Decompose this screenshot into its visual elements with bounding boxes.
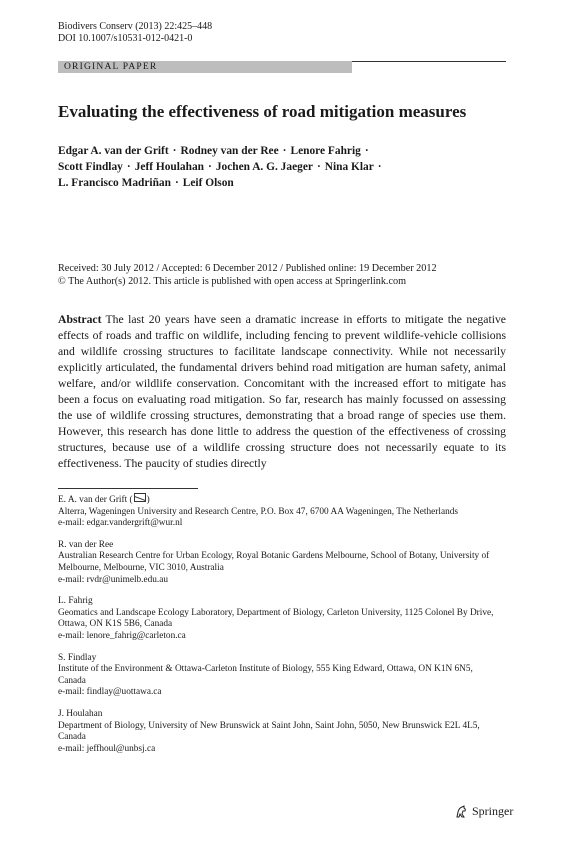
author-name: L. Francisco Madriñan [58,177,171,189]
affiliation-item [58,596,498,642]
affiliation-name: S. Findlay [58,652,97,663]
author-separator: · [208,161,212,173]
article-type-tag: ORIGINAL PAPER [58,61,352,73]
affiliation-item [58,709,498,755]
publisher-logo [454,804,513,819]
publication-dates [58,262,437,288]
affiliation-address: Geomatics and Landscape Ecology Laboratory, Department of Biology, Carleton University, 1125 Colonel By Drive, Ottawa, ON K1S 5B6, Canada [58,607,494,630]
abstract-label: Abstract [58,313,102,326]
footnote-rule [58,488,198,489]
author-row-1 [58,143,518,159]
abstract [58,312,506,472]
affiliation-item [58,653,498,699]
copyright-line: © The Author(s) 2012. This article is published with open access at Springerlink.com [58,276,407,287]
affiliation-email[interactable]: e-mail: lenore_fahrig@carleton.ca [58,630,186,641]
author-name: Edgar A. van der Grift [58,145,169,157]
envelope-icon [134,493,146,502]
author-separator: · [126,161,131,173]
affiliations [58,493,498,765]
author-name: Jeff Houlahan [134,161,204,173]
affiliation-address: Alterra, Wageningen University and Research Centre, P.O. Box 47, 6700 AA Wageningen, The Netherlands [58,506,458,517]
publisher-name: Springer [472,804,514,818]
affiliation-name: E. A. van der Grift ( [58,495,133,505]
author-row-3 [58,175,518,191]
doi-line: DOI 10.1007/s10531-012-0421-0 [58,33,193,44]
author-row-2 [58,159,518,175]
affiliation-item [58,493,498,530]
author-separator: · [172,145,177,157]
affiliation-name: L. Fahrig [58,596,93,607]
author-name: Lenore Fahrig [290,145,361,157]
author-name: Scott Findlay [58,161,123,173]
author-separator: · [377,161,382,173]
author-name: Leif Olson [182,177,234,189]
article-title: Evaluating the effectiveness of road mitigation measures [58,102,467,121]
author-name: Rodney van der Ree [180,145,279,157]
author-separator: · [316,161,321,173]
author-separator: · [174,177,179,189]
article-history: Received: 30 July 2012 / Accepted: 6 December 2012 / Published online: 19 December 2012 [58,263,437,274]
affiliation-address: Institute of the Environment & Ottawa-Carleton Institute of Biology, 555 King Edward, Ottawa, ON K1N 6N5, Canada [58,664,473,686]
abstract-text: The last 20 years have seen a dramatic increase in efforts to mitigate the negative effects of roads and traffic on wildlife, including fencing to prevent wildlife-vehicle collisions and wildlife crossing structures to facilitate landscape connectivity. While not necessarily explicitly articulated, the fundamental drivers behind road mitigation are human safety, animal welfare, and/or wildlife conservation. Concomitant with the increased effort to mitigate has been a focus on evaluating road mitigation. So far, research has mainly focussed on assessing the use of wildlife crossing structures, demonstrating that a broad range of species use them. However, this research has done little to address the question of the effectiveness of crossing structures, because use of a wildlife crossing structure does not necessarily equate to its effectiveness. The paucity of studies directly [58,313,506,470]
affiliation-address: Department of Biology, University of New Brunswick at Saint John, Saint John, 5050, New Brunswick E2L 4L5, Canada [58,720,480,743]
affiliation-name: R. van der Ree [58,539,114,550]
affiliation-author [58,493,498,507]
affiliation-email[interactable]: e-mail: jeffhoul@unbsj.ca [58,743,156,754]
springer-horse-icon [454,805,468,819]
author-separator: · [364,145,369,157]
affiliation-address: Australian Research Centre for Urban Ecology, Royal Botanic Gardens Melbourne, School of Botany, University of Melbourne, Melbourne, VIC 3010, Australia [58,551,490,573]
author-name: Nina Klar [324,161,374,173]
affiliation-email[interactable]: e-mail: rvdr@unimelb.edu.au [58,574,169,585]
affiliation-item [58,540,498,586]
journal-citation: Biodivers Conserv (2013) 22:425–448 [58,21,213,32]
affiliation-name-suffix: ) [146,495,150,505]
author-separator: · [282,145,287,157]
affiliation-email[interactable]: e-mail: edgar.vandergrift@wur.nl [58,518,183,529]
affiliation-name: J. Houlahan [58,708,103,719]
author-list [58,143,518,191]
affiliation-email[interactable]: e-mail: findlay@uottawa.ca [58,687,162,698]
author-name: Jochen A. G. Jaeger [215,161,313,173]
